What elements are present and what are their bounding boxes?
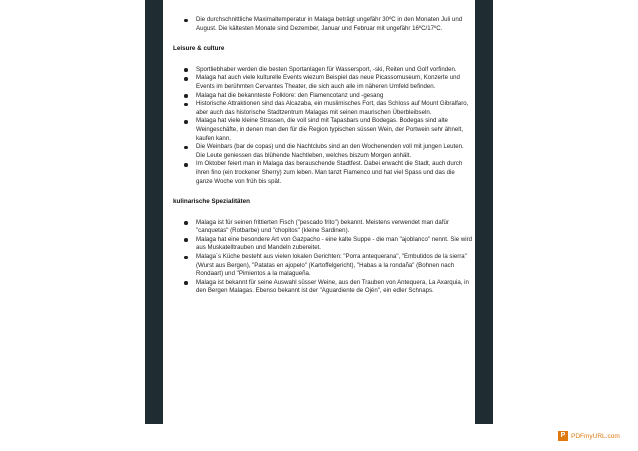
list-item: Malaga ist für seinen frittierten Fisch ("pescado frito") bekannt. Meistens verwendet man dafür "canquetas" (Rotbarbe) und "chopitos" (kleine Sardinen). bbox=[173, 219, 473, 236]
right-page-border bbox=[475, 0, 493, 424]
section-heading-cuisine: kulinarische Spezialitäten bbox=[173, 198, 250, 206]
list-item: Historische Attraktionen sind das Alcazaba, ein muslimisches Fort, das Schloss auf Mount Gibralfaro, aber auch das historische Stadtzentrum Malagas mit seinen maurischen Überbleibseln. bbox=[173, 100, 473, 117]
leisure-list bbox=[173, 66, 473, 186]
intro-list bbox=[173, 16, 473, 33]
list-item: Malaga´s Küche besteht aus vielen lokalen Gerichten: "Porra antequerana", "Embutidos de la sierra" (Wurst aus Bergen), "Patatas en ajopelo" (Kartoffelgericht), "Habas a la rondaña" (Bohnen nach Rondaart) und "Pimientos a la malagueña. bbox=[173, 253, 473, 279]
document-page bbox=[163, 0, 475, 424]
pdfmyurl-badge[interactable] bbox=[558, 431, 620, 441]
left-page-border bbox=[145, 0, 163, 424]
cuisine-list bbox=[173, 219, 473, 296]
list-item: Die Weinbars (bar de copas) und die Nachtclubs sind an den Wochenenden voll mit jungen Leuten. Die Leute geniessen das blühende Nachtleben, welches biszum Morgen anhält. bbox=[173, 143, 473, 160]
list-item: Malaga hat viele kleine Strassen, die voll sind mit Tapasbars und Bodegas. Bodegas sind alte Weingeschäfte, in denen man den für die Region typischen süssen Wein, der Portwein sehr ähnelt, kaufen kann. bbox=[173, 117, 473, 143]
list-item: Malaga hat auch viele kulturelle Events wiezum Beispiel das neue Picassomuseum, Konzerte und Events im berühmten Cervantes Theater, die sich auch alle im näheren Umfeld befinden. bbox=[173, 74, 473, 91]
list-item: Die durchschnittliche Maximaltemperatur in Malaga beträgt ungefähr 30ºC in den Monaten Juli und August. Die kältesten Monate sind Dezember, Januar und Februar mit ungefähr 16ºC/17ºC. bbox=[173, 16, 473, 33]
list-item: Malaga ist bekannt für seine Auswahl süsser Weine, aus den Trauben von Antequera, La Axarquia, in den Bergen Malagas. Ebenso bekannt ist der "Aguardiente de Ojén", ein edler Schnaps. bbox=[173, 279, 473, 296]
list-item: Im Oktober feiert man in Malaga das berauschende Stadtfest. Dabei erwacht die Stadt, auch durch ihren fino (ein trockener Sherry) zum leben. Man tanzt Flamenco und hat viel Spass und das die ganze Woche von früh bis spät. bbox=[173, 160, 473, 186]
document-content bbox=[173, 16, 473, 296]
list-item: Malaga hat die bekannteste Folklore: den Flamencotanz und -gesang bbox=[173, 92, 473, 101]
section-heading-leisure: Leisure & culture bbox=[173, 45, 225, 53]
pdfmyurl-link[interactable]: PDFmyURL.com bbox=[571, 432, 620, 440]
pdf-logo-icon: P bbox=[558, 431, 568, 441]
list-item: Sportliebhaber werden die besten Sportanlagen für Wassersport, -ski, Reiten und Golf vorfinden. bbox=[173, 66, 473, 75]
list-item: Malaga hat eine besondere Art von Gazpacho - eine kalte Suppe - die man "ajoblanco" nennt. Sie wird aus Muskatelltrauben und Mandeln zubereitet. bbox=[173, 236, 473, 253]
